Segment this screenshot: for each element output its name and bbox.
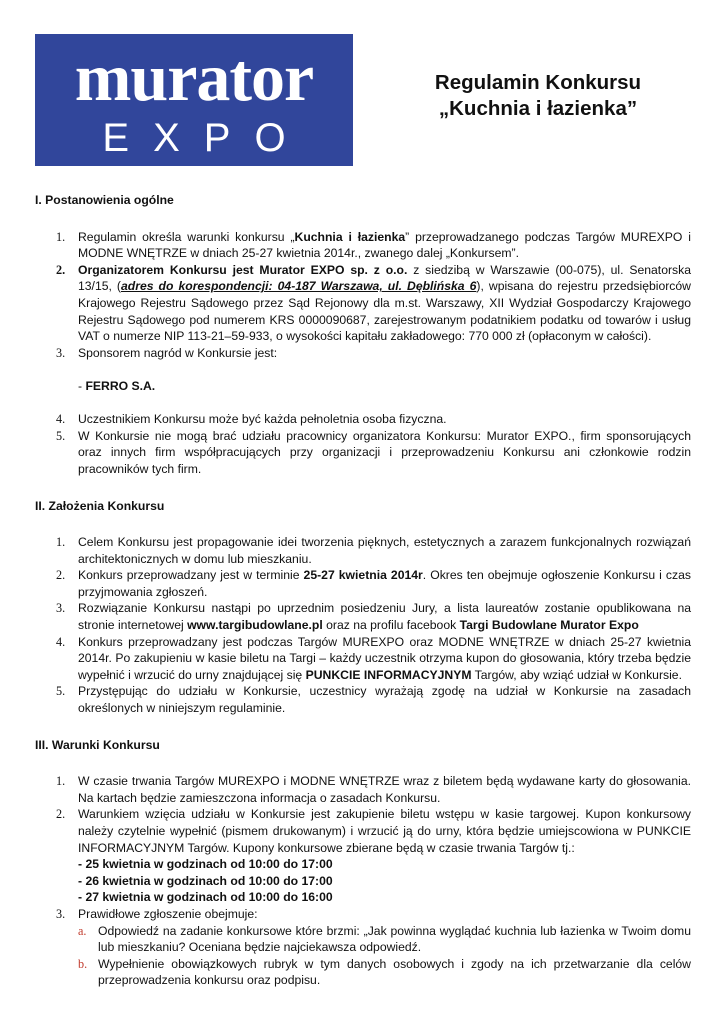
item-number: 2. — [56, 807, 66, 822]
item-text: Rozwiązanie Konkursu nastąpi po uprzednim posiedzeniu Jury, a lista laureatów zostanie opublikowana na stronie internetowej — [78, 601, 691, 633]
section-general-provisions — [35, 192, 691, 478]
item-number: 2. — [56, 568, 66, 583]
item-number: 1. — [56, 535, 66, 550]
section-contest-assumptions — [35, 498, 691, 717]
schedule-day-27: - 27 kwietnia w godzinach od 10:00 do 16:00 — [78, 890, 333, 905]
list-item — [35, 345, 691, 411]
sub-item-text: Odpowiedź na zadanie konkursowe które brzmi: „Jak powinna wyglądać kuchnia lub łazienka w Twoim domu lub mieszkaniu? Oceniana będzie najciekawsza odpowiedź. — [98, 923, 691, 955]
sub-item — [78, 923, 691, 956]
contest-name: Kuchnia i łazienka — [294, 229, 406, 244]
contest-dates: 25-27 kwietnia 2014r — [303, 568, 423, 583]
title-line-2: „Kuchnia i łazienka” — [438, 97, 638, 120]
section-heading: III. Warunki Konkursu — [35, 737, 160, 752]
item-number: 4. — [56, 634, 66, 649]
organizer-name: Organizatorem Konkursu jest Murator EXPO sp. z o.o. — [78, 262, 408, 277]
item-text: ” przeprowadzanego podczas Targów MUREXPO i MODNE WNĘTRZE w dniach 25-27 kwietnia 2014r., zwanego dalej „Konkursem”. — [78, 229, 691, 261]
item-number: 1. — [56, 774, 66, 789]
item-text: Celem Konkursu jest propagowanie idei tworzenia pięknych, estetycznych a zarazem funkcjonalnych rozwiązań architektonicznych w domu lub mieszkaniu. — [78, 535, 691, 566]
website-link[interactable]: www.targibudowlane.pl — [187, 618, 323, 633]
list-item — [35, 534, 691, 567]
schedule-day-25: - 25 kwietnia w godzinach od 10:00 do 17:00 — [78, 857, 333, 872]
document-title — [398, 70, 678, 122]
sponsor-line — [78, 378, 691, 395]
schedule-day-26: - 26 kwietnia w godzinach od 10:00 do 17:00 — [78, 873, 333, 888]
item-text: oraz na profilu facebook — [322, 618, 460, 633]
item-text: Konkurs przeprowadzany jest w terminie — [78, 568, 304, 583]
item-text: W Konkursie nie mogą brać udziału pracownicy organizatora Konkursu: Murator EXPO., firm sponsorujących oraz innych firm współpracujących przy organizacji i przeprowadzeniu Konkursu ani członkowie rodzin pracowników tych firm. — [78, 428, 691, 476]
list-item — [35, 262, 691, 345]
logo-subword: EXPO — [102, 116, 310, 160]
item-text: Uczestnikiem Konkursu może być każda pełnoletnia osoba fizyczna. — [78, 412, 447, 427]
item-text: ), wpisana do rejestru przedsiębiorców Krajowego Rejestru Sądowego przez Sąd Rejonowy dla m.st. Warszawy, XII Wydział Gospodarczy Krajowego Rejestru Sądowego pod numerem KRS 0000090687, zarejestrowanym podatnikiem podatku od towarów i usług VAT o numerze NIP 113-21–59-933, o wysokości kapitału zakładowego: 770 000 zł (opłaconym w całości). — [78, 279, 691, 344]
logo-wordmark: murator — [74, 39, 314, 115]
item-number: 2. — [56, 262, 66, 277]
list-item — [35, 773, 691, 806]
item-text: Targów, aby wziąć udział w Konkursie. — [471, 667, 682, 682]
item-text: Konkurs przeprowadzany jest podczas Targów MUREXPO oraz MODNE WNĘTRZE w dniach 25-27 kwietnia 2014r. Po zakupieniu w kasie biletu na Targi – każdy uczestnik otrzyma kupon do głosowania, który trzeba będzie wypełnić i wrzucić do urny znajdującej się — [78, 634, 691, 682]
item-text: z siedzibą w Warszawie (00-075), ul. Senatorska 13/15, ( — [78, 262, 691, 294]
item-text: Warunkiem wzięcia udziału w Konkursie jest zakupienie biletu wstępu w kasie targowej. Kupon konkursowy należy czytelnie wypełnić (pismem drukowanym) i wrzucić ją do urny, która będzie umiejscowiona w PUNKCIE INFORMACYJNYM Targów. Kupony konkursowe zbierane będą w czasie trwania Targów tj.: — [78, 807, 691, 855]
sub-item-letter: b. — [78, 956, 88, 971]
sponsor-dash: - — [78, 378, 86, 393]
list-item — [35, 634, 691, 684]
numbered-list — [35, 534, 691, 717]
item-number: 5. — [56, 428, 66, 443]
sub-item — [78, 956, 691, 989]
section-heading: I. Postanowienia ogólne — [35, 193, 174, 207]
section-heading: II. Założenia Konkursu — [35, 498, 165, 513]
lettered-list — [78, 923, 691, 989]
murator-expo-logo — [35, 34, 353, 166]
sponsor-name: FERRO S.A. — [85, 378, 156, 393]
item-text: W czasie trwania Targów MUREXPO i MODNE WNĘTRZE wraz z biletem będą wydawane karty do głosowania. Na kartach będzie zamieszczona informacja o zasadach Konkursu. — [78, 774, 691, 805]
correspondence-address: adres do korespondencji: 04-187 Warszawa, ul. Dęblińska 6 — [120, 279, 477, 294]
list-item — [35, 683, 691, 716]
list-item — [35, 600, 691, 633]
item-number: 3. — [56, 906, 66, 921]
item-text: Przystępując do udziału w Konkursie, uczestnicy wyrażają zgodę na udział w Konkursie na zasadach określonych w niniejszym regulaminie. — [78, 684, 691, 716]
item-text: Sponsorem nagród w Konkursie jest: — [78, 345, 278, 360]
sub-item-letter: a. — [78, 923, 87, 938]
list-item — [35, 906, 691, 989]
section-contest-conditions — [35, 737, 691, 989]
item-number: 3. — [56, 601, 66, 616]
list-item — [35, 567, 691, 600]
list-item — [35, 428, 691, 478]
numbered-list — [35, 229, 691, 478]
item-text: Prawidłowe zgłoszenie obejmuje: — [78, 906, 258, 921]
list-item — [35, 411, 691, 428]
item-number: 4. — [56, 412, 66, 427]
item-number: 5. — [56, 684, 66, 699]
item-number: 3. — [56, 345, 66, 360]
document-body — [35, 192, 691, 1009]
list-item — [35, 229, 691, 262]
numbered-list — [35, 773, 691, 989]
item-number: 1. — [56, 229, 66, 244]
sub-item-text: Wypełnienie obowiązkowych rubryk w tym danych osobowych i zgody na ich przetwarzanie dla celów przeprowadzenia konkursu oraz podpisu. — [98, 956, 691, 988]
title-line-1: Regulamin Konkursu — [434, 71, 642, 94]
item-text: Regulamin określa warunki konkursu „ — [78, 229, 295, 244]
item-text: . Okres ten obejmuje ogłoszenie Konkursu i czas przyjmowania zgłoszeń. — [78, 568, 691, 599]
facebook-profile-name: Targi Budowlane Murator Expo — [459, 618, 639, 633]
info-point-label: PUNKCIE INFORMACYJNYM — [305, 667, 472, 682]
list-item — [35, 806, 691, 906]
